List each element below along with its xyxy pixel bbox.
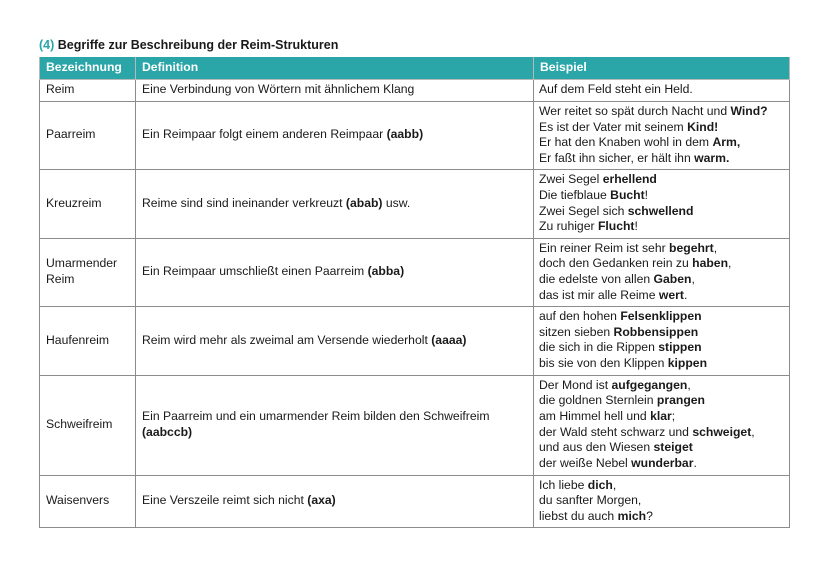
section-title: Begriffe zur Beschreibung der Reim-Strukturen bbox=[57, 38, 339, 52]
definition-cell bbox=[136, 475, 534, 528]
term-line: Reim bbox=[46, 271, 75, 286]
verse-text: . bbox=[683, 287, 688, 302]
example-cell bbox=[534, 238, 790, 306]
column-header-term: Bezeichnung bbox=[40, 57, 136, 80]
example-cell bbox=[534, 307, 790, 375]
verse-text: Der Mond ist bbox=[539, 377, 612, 392]
rhyme-word: Arm, bbox=[712, 135, 741, 150]
verse-text: , bbox=[691, 271, 695, 286]
rhyme-word: Robbensippen bbox=[613, 324, 699, 339]
rhyme-word: Felsenklippen bbox=[620, 309, 702, 324]
verse-text: bis sie von den Klippen bbox=[539, 355, 668, 370]
rhyme-table bbox=[39, 57, 790, 528]
rhyme-word: begehrt bbox=[669, 240, 714, 255]
example-cell bbox=[534, 475, 790, 528]
section-heading bbox=[39, 38, 338, 52]
verse-text: ; bbox=[671, 408, 676, 423]
verse-line bbox=[539, 456, 784, 472]
table-row bbox=[40, 170, 790, 238]
rhyme-scheme: (abba) bbox=[367, 264, 405, 279]
definition-text: Ein Paarreim und ein umarmender Reim bilden den Schweifreim bbox=[142, 408, 490, 423]
term-cell: Schweifreim bbox=[40, 375, 136, 475]
definition-cell bbox=[136, 238, 534, 306]
term-line: Umarmender bbox=[46, 256, 118, 271]
definition-text: Eine Verbindung von Wörtern mit ähnlichem Klang bbox=[142, 82, 415, 97]
verse-text: am Himmel hell und bbox=[539, 408, 651, 423]
verse-text: auf den hohen bbox=[539, 309, 621, 324]
rhyme-word: Bucht bbox=[610, 187, 645, 202]
verse-text: du sanfter Morgen, bbox=[539, 493, 642, 508]
definition-cell bbox=[136, 170, 534, 238]
rhyme-word: mich bbox=[617, 508, 647, 523]
definition-cell bbox=[136, 80, 534, 102]
rhyme-word: haben bbox=[692, 256, 729, 271]
definition-text: Ein Reimpaar folgt einem anderen Reimpaar bbox=[142, 127, 387, 142]
table-row bbox=[40, 375, 790, 475]
rhyme-word: Gaben bbox=[653, 271, 692, 286]
verse-line bbox=[539, 340, 784, 356]
verse-line bbox=[539, 356, 784, 372]
term-cell: Haufenreim bbox=[40, 307, 136, 375]
verse-text: Die tiefblaue bbox=[539, 187, 611, 202]
verse-line bbox=[539, 509, 784, 525]
definition-text: Reim wird mehr als zweimal am Versende wiederholt bbox=[142, 332, 432, 347]
rhyme-word: warm. bbox=[694, 150, 730, 165]
verse-text: die sich in die Rippen bbox=[539, 340, 659, 355]
rhyme-word: Flucht bbox=[597, 219, 635, 234]
verse-line bbox=[539, 241, 784, 257]
verse-line bbox=[539, 493, 784, 509]
verse-text: und aus den Wiesen bbox=[539, 440, 654, 455]
verse-text: Ich liebe bbox=[539, 477, 588, 492]
column-header-definition: Definition bbox=[136, 57, 534, 80]
column-header-example: Beispiel bbox=[534, 57, 790, 80]
rhyme-word: Kind! bbox=[687, 119, 719, 134]
verse-line bbox=[539, 378, 784, 394]
verse-line bbox=[539, 309, 784, 325]
verse-line bbox=[539, 188, 784, 204]
definition-text: usw. bbox=[382, 195, 411, 210]
example-cell bbox=[534, 375, 790, 475]
verse-line bbox=[539, 425, 784, 441]
verse-text: Er faßt ihn sicher, er hält ihn bbox=[539, 150, 695, 165]
table-header-row bbox=[40, 57, 790, 80]
verse-text: die edelste von allen bbox=[539, 271, 654, 286]
verse-text: Zu ruhiger bbox=[539, 219, 598, 234]
rhyme-word: wert bbox=[658, 287, 684, 302]
rhyme-scheme: (abab) bbox=[345, 195, 383, 210]
verse-text: das ist mir alle Reime bbox=[539, 287, 659, 302]
verse-text: Zwei Segel sich bbox=[539, 203, 628, 218]
table-row bbox=[40, 102, 790, 170]
term-cell: Kreuzreim bbox=[40, 170, 136, 238]
rhyme-scheme: (aaaa) bbox=[431, 332, 467, 347]
term-cell: Waisenvers bbox=[40, 475, 136, 528]
verse-text: . bbox=[693, 455, 697, 470]
verse-text: liebst du auch bbox=[539, 508, 618, 523]
verse-line bbox=[539, 151, 784, 167]
definition-text: Reime sind sind ineinander verkreuzt bbox=[142, 195, 346, 210]
example-cell bbox=[534, 102, 790, 170]
verse-text: der Wald steht schwarz und bbox=[539, 424, 693, 439]
table-row bbox=[40, 238, 790, 306]
verse-text: Er hat den Knaben wohl in dem bbox=[539, 135, 713, 150]
table-row bbox=[40, 80, 790, 102]
verse-line bbox=[539, 219, 784, 235]
verse-text: , bbox=[713, 240, 718, 255]
definition-text: Eine Verszeile reimt sich nicht bbox=[142, 493, 308, 508]
rhyme-scheme: (axa) bbox=[307, 493, 336, 508]
verse-text: doch den Gedanken rein zu bbox=[539, 256, 693, 271]
verse-text: Zwei Segel bbox=[539, 172, 603, 187]
verse-text: ! bbox=[634, 219, 638, 234]
term-cell bbox=[40, 238, 136, 306]
rhyme-word: stippen bbox=[658, 340, 702, 355]
term-cell: Reim bbox=[40, 80, 136, 102]
verse-line bbox=[539, 120, 784, 136]
rhyme-word: kippen bbox=[667, 355, 708, 370]
rhyme-word: Wind? bbox=[730, 104, 768, 118]
rhyme-word: schweiget bbox=[692, 424, 752, 439]
verse-text: Auf dem Feld steht ein Held. bbox=[539, 82, 693, 97]
verse-line bbox=[539, 393, 784, 409]
verse-text: Ein reiner Reim ist sehr bbox=[539, 240, 670, 255]
verse-text: ! bbox=[644, 187, 649, 202]
verse-line bbox=[539, 172, 784, 188]
verse-text: , bbox=[687, 377, 691, 392]
verse-text: , bbox=[612, 477, 617, 492]
verse-line bbox=[539, 440, 784, 456]
verse-line bbox=[539, 204, 784, 220]
rhyme-word: steiget bbox=[653, 440, 693, 455]
example-cell bbox=[534, 170, 790, 238]
verse-text: ? bbox=[646, 508, 653, 523]
verse-text: , bbox=[751, 424, 755, 439]
verse-text: Es ist der Vater mit seinem bbox=[539, 119, 688, 134]
verse-text: Wer reitet so spät durch Nacht und bbox=[539, 104, 731, 118]
definition-cell bbox=[136, 307, 534, 375]
verse-line bbox=[539, 272, 784, 288]
verse-text: die goldnen Sternlein bbox=[539, 393, 657, 408]
verse-line bbox=[539, 409, 784, 425]
rhyme-word: wunderbar bbox=[631, 455, 694, 470]
verse-line bbox=[539, 325, 784, 341]
rhyme-word: aufgegangen bbox=[611, 377, 688, 392]
definition-cell bbox=[136, 102, 534, 170]
rhyme-word: dich bbox=[587, 477, 613, 492]
example-cell bbox=[534, 80, 790, 102]
definition-cell bbox=[136, 375, 534, 475]
rhyme-word: erhellend bbox=[602, 172, 657, 187]
verse-line bbox=[539, 288, 784, 304]
rhyme-scheme: (aabb) bbox=[386, 127, 424, 142]
verse-text: der weiße Nebel bbox=[539, 455, 632, 470]
term-cell: Paarreim bbox=[40, 102, 136, 170]
definition-text: Ein Reimpaar umschließt einen Paarreim bbox=[142, 264, 368, 279]
verse-line bbox=[539, 82, 784, 98]
section-number: (4) bbox=[39, 38, 55, 52]
verse-line bbox=[539, 135, 784, 151]
verse-text: sitzen sieben bbox=[539, 324, 614, 339]
rhyme-word: prangen bbox=[656, 393, 705, 408]
verse-line bbox=[539, 478, 784, 494]
verse-line bbox=[539, 104, 784, 120]
verse-text: , bbox=[728, 256, 732, 271]
table-row bbox=[40, 475, 790, 528]
rhyme-scheme: (aabccb) bbox=[142, 424, 193, 439]
rhyme-word: klar bbox=[650, 408, 672, 423]
table-row bbox=[40, 307, 790, 375]
rhyme-word: schwellend bbox=[627, 203, 694, 218]
verse-line bbox=[539, 256, 784, 272]
